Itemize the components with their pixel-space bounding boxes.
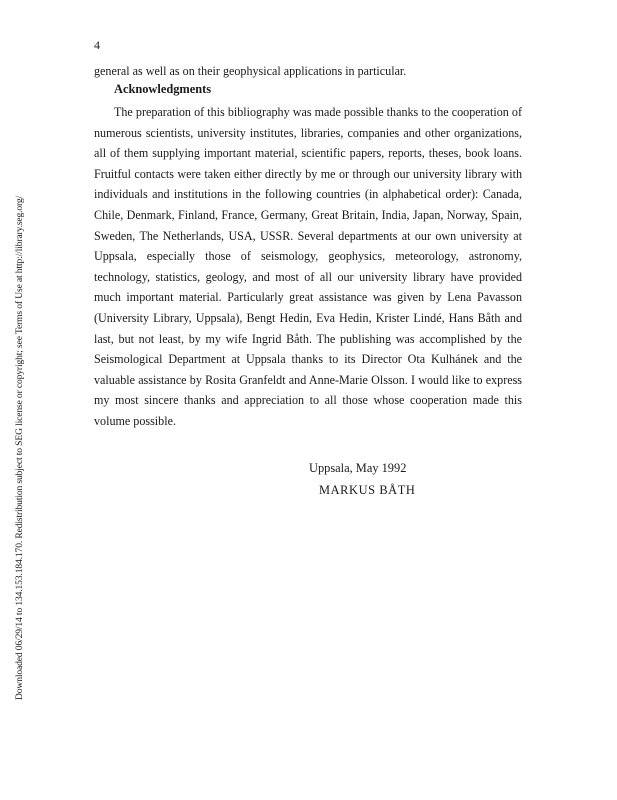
download-notice: Downloaded 06/29/14 to 134.153.184.170. Redistribution subject to SEG license or copyright; see Terms of Use at http://library.seg.org/ xyxy=(14,195,25,700)
signature-place-date: Uppsala, May 1992 xyxy=(309,461,407,475)
signature-author: MARKUS BÅTH xyxy=(319,483,416,497)
opening-line: general as well as on their geophysical applications in particular. xyxy=(94,64,407,78)
section-heading: Acknowledgments xyxy=(114,82,212,96)
page-number: 4 xyxy=(94,38,100,52)
acknowledgments-paragraph: The preparation of this bibliography was made possible thanks to the cooperation of numerous scientists, university institutes, libraries, companies and other organizations, all of them supplying important material, scientific papers, reports, theses, book loans. Fruitful contacts were taken either directly by me or through our university library with individuals and institutions in the following countries (in alphabetical order): Canada, Chile, Denmark, Finland, France, Germany, Great Britain, India, Japan, Norway, Spain, Sweden, The Netherlands, USA, USSR. Several departments at our own university at Uppsala, especially those of seismology, geophysics, meteorology, astronomy, technology, statistics, geology, and most of all our university library have provided much important material. Particularly great assistance was given by Lena Pavasson (University Library, Uppsala), Bengt Hedin, Eva Hedin, Krister Lindé, Hans Båth and last, but not least, by my wife Ingrid Båth. The publishing was accomplished by the Seismological Department at Uppsala thanks to its Director Ota Kulhánek and the valuable assistance by Rosita Granfeldt and Anne-Marie Olsson. I would like to express my most sincere thanks and appreciation to all those whose cooperation made this volume possible. xyxy=(94,105,522,428)
